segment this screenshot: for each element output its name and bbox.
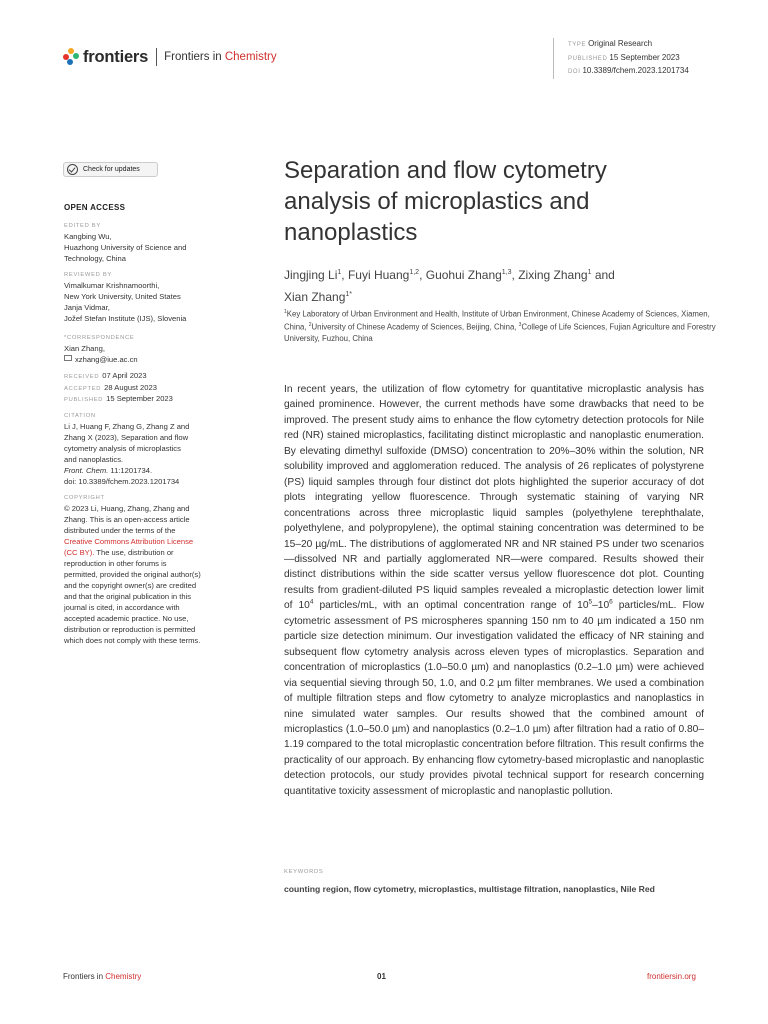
page-number: 01 [377, 972, 386, 981]
author-name[interactable]: Xian Zhang [284, 290, 346, 304]
check-for-updates-label: Check for updates [83, 166, 140, 173]
correspondence-section: *CORRESPONDENCE Xian Zhang, xzhang@iue.ac.cn [64, 334, 234, 365]
copyright-section: COPYRIGHT © 2023 Li, Huang, Zhang, Zhang and Zhang. This is an open-access article distributed under the terms of the Creative Commons Attribution License (CC BY). The use, distribution or reproduction in other forums is permitted, provided the original author(s) and the copyright owner(s) are credited and that the original publication in this journal is cited, in accordance with accepted academic practice. No use, distribution or reproduction is permitted which does not comply with these terms. [64, 494, 234, 646]
citation-line: Li J, Huang F, Zhang G, Zhang Z and [64, 422, 190, 431]
citation-text [64, 421, 234, 465]
footer-journal-name[interactable]: Frontiers in Chemistry [63, 972, 142, 981]
copyright-post-line: reproduction in other forums is [64, 559, 167, 568]
affiliation-text: University of Chinese Academy of Sciences, Beijing, China, [311, 322, 519, 332]
meta-doi: DOI 10.3389/fchem.2023.1201734 [568, 66, 689, 75]
copyright-post-line: which does not comply with these terms. [64, 636, 201, 645]
brand-name: frontiers [83, 47, 149, 66]
affiliation-number: 3 [518, 322, 522, 329]
author-affiliation-marker: 1 [337, 269, 342, 276]
copyright-post-line: permitted, provided the original author(s) [64, 570, 201, 579]
copyright-line: Zhang. This is an open-access article [64, 515, 190, 524]
meta-published: PUBLISHED 15 September 2023 [568, 52, 680, 62]
author-name[interactable]: Guohui Zhang [425, 268, 502, 282]
footer-site-link[interactable]: frontiersin.org [647, 972, 696, 981]
citation-line: and nanoplastics. [64, 455, 124, 464]
abstract-text [284, 382, 704, 799]
abstract-fragment: –10 [592, 600, 610, 612]
affiliation-number: 2 [308, 322, 312, 329]
keywords-list: counting region, flow cytometry, microplastics, multistage filtration, nanoplastics, Nile Red [284, 884, 655, 894]
author-name[interactable]: Jingjing Li [284, 268, 338, 282]
article-meta [553, 38, 689, 79]
citation-doi[interactable]: doi: 10.3389/fchem.2023.1201734 [64, 477, 180, 486]
copyright-continuation: The use, distribution or [94, 548, 174, 557]
logo-divider [156, 48, 157, 66]
frontiers-logo[interactable] [63, 47, 277, 67]
meta-type: TYPE Original Research [568, 39, 653, 48]
citation-journal: Front. Chem. 11:1201734. [64, 466, 153, 475]
copyright-post-line: and that the original publication in this [64, 592, 192, 601]
abstract-fragment: particles/mL. Flow cytometric assessment of PS microspheres spanning 150 nm to 40 µm indicated a 150 nm particle size detection minimum. Our investigation validated the efficacy of NR staining and subsequent flow cytometry analysis across eleven types of microplastics. Separation and concentration of microplastics (1.0–50.0 µm) and nanoplastics (0.2–1.0 µm) were achieved via sequential sieving through 50, 1.0, and 0.2 µm filter membranes. We used a combination of multiple filtration steps and flow cytometry to analyze microplastics and nanoplastics in nine simulated water samples. Our results showed that the combined amount of microplastics (1.0–50.0 µm) and nanoplastics (0.2–1.0 µm) after filtration had a ratio of 0.80–1.19 compared to the total microplastic concentration before filtration. This result confirms the practicality of our approach. By enhancing flow cytometry-based microplastic and nanoplastic detection protocols, our study provides pivotal technical support for research concerning quantitative toxicity assessment of microplastic and nanoplastic pollution. [284, 600, 704, 797]
author-affiliation-marker: 1,3 [501, 269, 512, 276]
open-access-label: OPEN ACCESS [64, 203, 126, 212]
reviewed-by-section: REVIEWED BY Vimalkumar Krishnamoorthi, New York University, United States Janja Vidmar, Jožef Stefan Institute (IJS), Slovenia [64, 271, 234, 324]
edited-by-line: Kangbing Wu, [64, 232, 112, 241]
citation-line: Zhang X (2023), Separation and flow [64, 433, 189, 442]
author-affiliation-marker: 1* [345, 291, 353, 298]
copyright-text [64, 503, 234, 536]
author-list: Jingjing Li$^1$, Fuyi Huang$^{1,2}$, Guohui Zhang$^{1,3}$, Zixing Zhang$^1$ and Xian Zhang$^{1*}$ [284, 268, 615, 304]
reviewed-by-line: Vimalkumar Krishnamoorthi, [64, 281, 160, 290]
copyright-post-line: accepted academic practice. No use, [64, 614, 189, 623]
keywords-label: KEYWORDS [284, 869, 324, 875]
copyright-line: © 2023 Li, Huang, Zhang, Zhang and [64, 504, 190, 513]
reviewed-by-line: New York University, United States [64, 292, 181, 301]
edited-by-line: Huazhong University of Science and [64, 243, 187, 252]
license-link-line[interactable]: Creative Commons Attribution License [64, 537, 194, 546]
date-received: RECEIVED 07 April 2023 [64, 371, 147, 380]
date-published: PUBLISHED 15 September 2023 [64, 394, 173, 404]
edited-by-line: Technology, China [64, 254, 126, 263]
title-line: nanoplastics [284, 219, 418, 246]
edited-by-list [64, 231, 234, 264]
citation-line: cytometry analysis of microplastics [64, 444, 181, 453]
correspondence-name: Xian Zhang, [64, 344, 105, 353]
author-name[interactable]: Fuyi Huang [347, 268, 410, 282]
mail-icon [64, 355, 72, 361]
copyright-terms [64, 558, 234, 646]
check-for-updates-button[interactable] [63, 162, 158, 177]
check-icon [67, 164, 78, 175]
citation-section: CITATION Li J, Huang F, Zhang G, Zhang Z and Zhang X (2023), Separation and flow cytometry analysis of microplastics and nanoplastics. Front. Chem. 11:1201734. doi: 10.3389/fchem.2023.1201734 [64, 412, 234, 487]
author-name[interactable]: Zixing Zhang [518, 268, 588, 282]
affiliation-text: College of Life Sciences, Fujian Agriculture and Forestry University, Fuzhou, China [284, 322, 716, 344]
copyright-line: distributed under the terms of the [64, 526, 176, 535]
abstract-exponent: 6 [609, 598, 613, 606]
journal-name: Frontiers in Chemistry [164, 51, 277, 63]
cc-by-license-link[interactable] [64, 536, 234, 558]
edited-by-section: EDITED BY Kangbing Wu, Huazhong University of Science and Technology, China [64, 222, 234, 264]
reviewed-by-line: Janja Vidmar, [64, 303, 110, 312]
date-accepted: ACCEPTED 28 August 2023 [64, 382, 157, 392]
author-affiliation-marker: 1 [587, 269, 592, 276]
correspondence-email[interactable]: xzhang@iue.ac.cn [64, 354, 234, 365]
copyright-post-line: and the copyright owner(s) are credited [64, 581, 197, 590]
affiliations [284, 307, 724, 345]
title-line: analysis of microplastics and [284, 188, 590, 215]
title-line: Separation and flow cytometry [284, 157, 607, 184]
affiliation-number: 1 [284, 309, 287, 315]
copyright-post-line: journal is cited, in accordance with [64, 603, 180, 612]
abstract-fragment: In recent years, the utilization of flow cytometry for quantitative microplastic analysis has gained prominence. However, the current methods have some drawbacks that need to be improved. The present study aims to enhance the flow cytometry detection protocols for Nile red (NR) stained microplastics, facilitating distinct microplastic and nanoplastic enumeration. By elevating dimethyl sulfoxide (DMSO) concentration to 20%–30% within the solution, NR solubility improved and agglomeration reduced. The analysis of 26 replicates of polystyrene (PS) liquid samples through four distinct dot plots highlighted the superior accuracy of dot plots integrating yellow fluorescence. Through systematic staining of varying NR concentrations across three microplastic liquid samples (polyethylene terephthalate, polyethylene, and polypropylene), the optimal staining concentration was determined to be 15–20 µg/mL. The distributions of agglomerated NR and NR stained PS under two scenarios—dissolved NR and partially agglomerated NR—were compared. Results showed their distinct distributions within the side scatter versus yellow fluorescence dot plot. Counting results from gradient-diluted PS liquid samples revealed a microplastic detection lower limit of 10 [284, 384, 704, 612]
article-title [284, 155, 724, 248]
abstract-fragment: particles/mL, with an optimal concentration range of 10 [313, 600, 589, 612]
abstract-exponent: 5 [588, 598, 593, 606]
copyright-post-line: distribution or reproduction is permitted [64, 625, 196, 634]
reviewed-by-list [64, 280, 234, 324]
dates-section [64, 371, 234, 406]
author-affiliation-marker: 1,2 [409, 269, 420, 276]
license-link-line[interactable]: (CC BY). The use, distribution or [64, 548, 174, 557]
frontiers-logo-icon [63, 48, 79, 66]
abstract-exponent: 4 [309, 598, 314, 606]
affiliation-text: Key Laboratory of Urban Environment and Health, Institute of Urban Environment, Chinese Academy of Sciences, Xiamen, China, [284, 309, 710, 332]
reviewed-by-line: Jožef Stefan Institute (IJS), Slovenia [64, 314, 187, 323]
